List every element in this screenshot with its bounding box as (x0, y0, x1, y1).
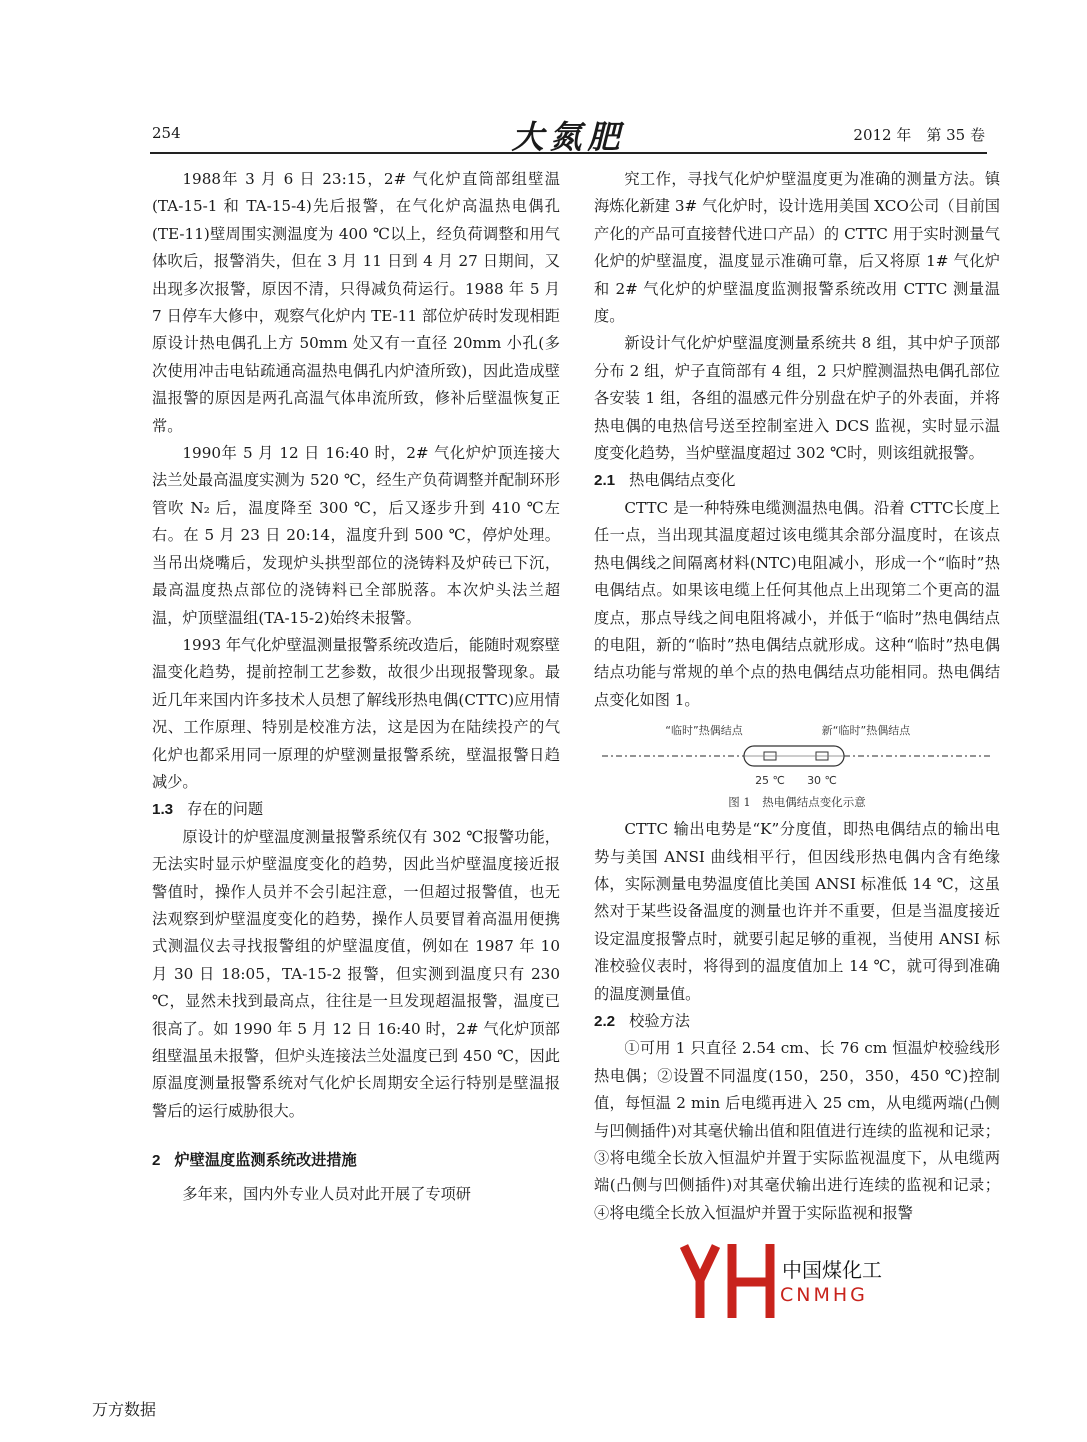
paragraph: CTTC 输出电势是“K”分度值，即热电偶结点的输出电势与美国 ANSI 曲线相平行，但因线形热电偶内含有绝缘体，实际测量电势温度值比美国 ANSI 标准低 14 ℃，这虽然对于某些设备温度的测量也许并不重要，但是当温度接近设定温度报警点时，就要引起足够的重视，当使用 ANSI 标准校验仪表时，将得到的温度值加上 14 ℃，就可得到准确的温度测量值。 (594, 820, 1000, 1003)
label-new-temporary-junction: 新“临时”热偶结点 (821, 724, 911, 738)
section-title: 热电偶结点变化 (629, 471, 736, 490)
section-title: 校验方法 (629, 1011, 690, 1030)
header-divider (150, 152, 987, 154)
section-number: 2 (152, 1152, 161, 1170)
page-header (150, 112, 987, 156)
section-number: 1.3 (152, 801, 174, 819)
section-heading-1-3 (152, 796, 560, 823)
journal-title: 大氮肥 (511, 118, 626, 156)
left-column (152, 166, 560, 1208)
right-column (594, 166, 1000, 1227)
paragraph: CTTC 是一种特殊电缆测温热电偶。沿着 CTTC长度上任一点，当出现其温度超过该电缆其余部分温度时，在该点热电偶线之间隔离材料(NTC)电阻减小，形成一个“临时”热电偶结点。如果该电缆上任何其他点上出现第二个更高的温度点，那点导线之间电阻将减小，并低于“临时”热电偶结点的电阻，新的“临时”热电偶结点就形成。这种“临时”热电偶结点功能与常规的单个点的热电偶结点功能相同。热电偶结点变化如图 1。 (594, 498, 1000, 709)
paragraph: 1990年 5 月 12 日 16:40 时，2# 气化炉炉顶连接大法兰处最高温度实测为 520 ℃，经生产负荷调整并配制环形管吹 N₂ 后，温度降至 300 ℃，后又逐步升到 410 ℃左右。在 5 月 23 日 20:14，温度升到 500 ℃，停炉处理。当吊出烧嘴后，发现炉头拱型部位的浇铸料及炉砖已下沉，最高温度热点部位的浇铸料已全部脱落。本次炉头法兰超温，炉顶壁温组(TA-15-2)始终未报警。 (152, 444, 560, 627)
section-heading-2-2 (594, 1008, 1000, 1035)
temp-label-left: 25 ℃ (755, 774, 785, 788)
temp-label-right: 30 ℃ (807, 774, 837, 788)
section-heading-2 (152, 1147, 560, 1174)
paragraph: 1988年 3 月 6 日 23:15，2# 气化炉直筒部组壁温(TA-15-1 和 TA-15-4)先后报警，在气化炉高温热电偶孔(TE-11)壁周围实测温度为 400 ℃以上，经负荷调整和用气体吹后，报警消失，但在 3 月 11 日到 4 月 27 日期间，又出现多次报警，原因不清，只得减负荷运行。1988 年 5 月 7 日停车大修中，观察气化炉内 TE-11 部位炉砖时发现相距原设计热电偶孔上方 50mm 处又有一直径 20mm 小孔(多次使用冲击电钻疏通高温热电偶孔内炉渣所致)，因此造成壁温报警的原因是两孔高温气体串流所致，修补后壁温恢复正常。 (152, 170, 560, 435)
label-temporary-junction: “临时”热偶结点 (665, 724, 743, 738)
paragraph: 新设计气化炉炉壁温度测量系统共 8 组，其中炉子顶部分布 2 组，炉子直筒部有 4 组，2 只炉膛测温热电偶孔部位各安装 1 组，各组的温感元件分别盘在炉子的外表面，并将热电偶的电热信号送至控制室进入 DCS 监视，实时显示温度变化趋势，当炉壁温度超过 302 ℃时，则该组就报警。 (594, 334, 1000, 463)
paragraph: 1993 年气化炉壁温测量报警系统改造后，能随时观察壁温变化趋势，提前控制工艺参数，故很少出现报警现象。最近几年来国内许多技术人员想了解线形热电偶(CTTC)应用情况、工作原理、特别是校准方法，这是因为在陆续投产的气化炉也都采用同一原理的炉壁测量报警系统，壁温报警日趋减少。 (152, 635, 560, 791)
watermark-logo-icon (680, 1240, 780, 1320)
page-number: 254 (152, 124, 181, 142)
section-number: 2.1 (594, 472, 616, 490)
section-number: 2.2 (594, 1012, 616, 1030)
footer-source: 万方数据 (92, 1400, 157, 1419)
watermark (680, 1240, 890, 1320)
section-title: 存在的问题 (187, 800, 264, 819)
watermark-text-en: CNMHG (780, 1284, 868, 1306)
paragraph: 多年来，国内外专业人员对此开展了专项研 (182, 1184, 471, 1203)
figure-1 (594, 722, 1000, 812)
paragraph: 究工作，寻找气化炉炉壁温度更为准确的测量方法。镇海炼化新建 3# 气化炉时，设计选用美国 XCO公司（目前国产化的产品可直接替代进口产品）的 CTTC 用于实时测量气化炉的炉壁温度，温度显示准确可靠，后又将原 1# 气化炉和 2# 气化炉的炉壁温度监测报警系统改用 CTTC 测量温度。 (594, 170, 1000, 326)
section-heading-2-1 (594, 467, 1000, 494)
watermark-text-cn: 中国煤化工 (780, 1254, 884, 1283)
paragraph: 原设计的炉壁温度测量报警系统仅有 302 ℃报警功能，无法实时显示炉壁温度变化的趋势，因此当炉壁温度接近报警值时，操作人员并不会引起注意，一但超过报警值，也无法观察到炉壁温度变化的趋势，操作人员要冒着高温用便携式测温仪去寻找报警组的炉壁温度值，例如在 1987 年 10 月 30 日 18:05，TA-15-2 报警，但实测到温度只有 230 ℃，显然未找到最高点，往往是一旦发现超温报警，温度已很高了。如 1990 年 5 月 12 日 16:40 时，2# 气化炉顶部组壁温虽未报警，但炉头连接法兰处温度已到 450 ℃，因此原温度测量报警系统对气化炉长周期安全运行特别是壁温报警后的运行威胁很大。 (152, 827, 560, 1120)
paragraph: ①可用 1 只直径 2.54 cm、长 76 cm 恒温炉校验线形热电偶；②设置不同温度(150，250，350，450 ℃)控制值，每恒温 2 min 后电缆再进入 25 cm，从电缆两端(凸侧与凹侧插件)对其毫伏输出值和阻值进行连续的监视和记录；③将电缆全长放入恒温炉并置于实际监视温度下，从电缆两端(凸侧与凹侧插件)对其毫伏输出进行连续的监视和记录；④将电缆全长放入恒温炉并置于实际监视和报警 (594, 1039, 1000, 1222)
figure-caption: 图 1 热电偶结点变化示意 (728, 795, 866, 810)
thermocouple-diagram (594, 722, 1000, 792)
section-title: 炉壁温度监测系统改进措施 (174, 1151, 357, 1170)
issue-info: 2012 年 第 35 卷 (853, 126, 985, 144)
